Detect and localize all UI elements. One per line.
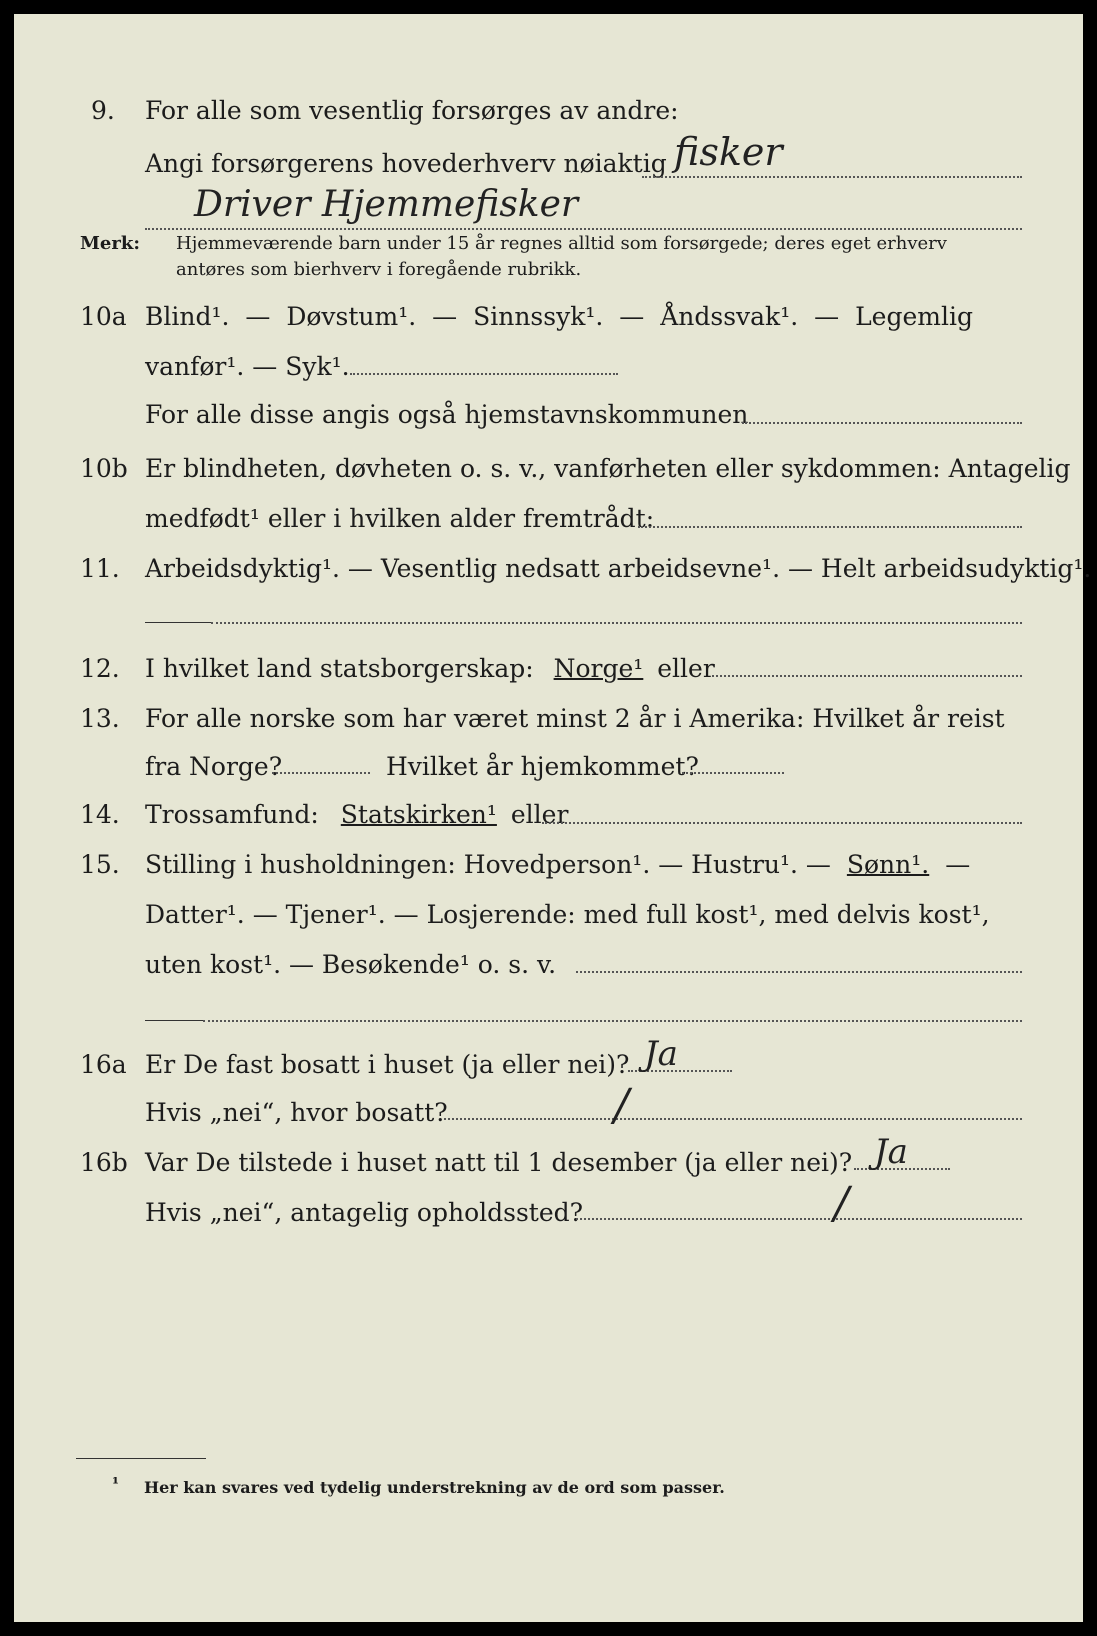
- q16a-answer2-line: [444, 1118, 1022, 1120]
- merk-line2: antøres som bierhverv i foregående rubrikk.: [176, 259, 582, 280]
- q15-answer-line: [576, 971, 1022, 973]
- q13-number: 13.: [80, 704, 120, 733]
- q12-answer-line: [712, 675, 1022, 677]
- q9-answer2-handwriting: Driver Hjemmefisker: [194, 184, 579, 225]
- q14-prefix: Trossamfund:: [145, 800, 319, 829]
- q11-answer-underline: [145, 622, 211, 623]
- q10b-line2: medfødt¹ eller i hvilken alder fremtrådt:: [145, 504, 655, 533]
- footnote-separator: [76, 1458, 206, 1459]
- q15-line2: Datter¹. — Tjener¹. — Losjerende: med full kost¹, med delvis kost¹,: [145, 900, 990, 929]
- q10a-number: 10a: [80, 302, 127, 331]
- q13-hjemkommet-line: [682, 772, 784, 774]
- q9-line2: Angi forsørgerens hovederhverv nøiaktig: [145, 149, 667, 178]
- q13-reist-line: [272, 772, 370, 774]
- q12-prefix: I hvilket land statsborgerskap:: [145, 654, 534, 683]
- q13-line2a: fra Norge?: [145, 752, 283, 781]
- q15-line1: [145, 850, 970, 880]
- q15-line1b: —: [945, 850, 971, 879]
- q11-answer-line: [211, 622, 1022, 624]
- footnote-text: Her kan svares ved tydelig understrekning av de ord som passer.: [144, 1478, 725, 1497]
- q13-line1: For alle norske som har været minst 2 år i Amerika: Hvilket år reist: [145, 704, 1005, 733]
- q16a-line2: Hvis „nei“, hvor bosatt?: [145, 1098, 448, 1127]
- q14-line: [145, 800, 568, 830]
- q9-number: 9.: [91, 96, 115, 125]
- census-form-page: [14, 14, 1092, 1622]
- q9-answer1-handwriting: fisker: [674, 130, 783, 174]
- merk-line1: Hjemmeværende barn under 15 år regnes alltid som forsørgede; deres eget erhverv: [176, 233, 947, 254]
- q15-line1a: Stilling i husholdningen: Hovedperson¹. — Hustru¹. —: [145, 850, 831, 879]
- q16a-line1: Er De fast bosatt i huset (ja eller nei)?: [145, 1050, 630, 1079]
- q12-suffix: eller: [657, 654, 715, 683]
- q16a-number: 16a: [80, 1050, 127, 1079]
- q15-answer-underline: [145, 1020, 203, 1021]
- q9-answer2-line: [145, 228, 1022, 230]
- q15-line3: uten kost¹. — Besøkende¹ o. s. v.: [145, 950, 557, 979]
- q14-answer-line: [542, 822, 1022, 824]
- q13-line2b: Hvilket år hjemkommet?: [386, 752, 699, 781]
- q10a-line3: For alle disse angis også hjemstavnskommunen: [145, 400, 749, 429]
- q15-answer-line2: [203, 1020, 1022, 1022]
- q10a-line1: Blind¹. — Døvstum¹. — Sinnssyk¹. — Åndssvak¹. — Legemlig: [145, 302, 973, 331]
- q12-number: 12.: [80, 654, 120, 683]
- q14-suffix: eller: [510, 800, 569, 829]
- q11-line1: Arbeidsdyktig¹. — Vesentlig nedsatt arbeidsevne¹. — Helt arbeidsudyktig¹.: [145, 554, 1092, 583]
- q9-line1: For alle som vesentlig forsørges av andre:: [145, 96, 679, 125]
- q10a-line2: vanfør¹. — Syk¹.: [145, 352, 350, 381]
- q10a-syk-line: [350, 373, 618, 375]
- q14-statskirken: Statskirken¹: [340, 800, 497, 829]
- q10b-number: 10b: [80, 454, 128, 483]
- merk-label: Merk:: [80, 233, 140, 254]
- q12-line: [145, 654, 715, 684]
- q11-number: 11.: [80, 554, 120, 583]
- q16a-answer2-handwriting: /: [614, 1080, 629, 1131]
- q10b-alder-line: [638, 526, 1022, 528]
- q16b-line1: Var De tilstede i huset natt til 1 desember (ja eller nei)?: [145, 1148, 853, 1177]
- q14-number: 14.: [80, 800, 120, 829]
- q10a-hjemstavn-line: [742, 422, 1022, 424]
- q16b-line2: Hvis „nei“, antagelig opholdssted?: [145, 1198, 584, 1227]
- q15-sonn: Sønn¹.: [846, 850, 930, 879]
- q10b-line1: Er blindheten, døvheten o. s. v., vanførheten eller sykdommen: Antagelig: [145, 454, 1071, 483]
- q16b-answer2-handwriting: /: [834, 1178, 849, 1229]
- footnote-mark: ¹: [112, 1474, 120, 1493]
- q16b-number: 16b: [80, 1148, 128, 1177]
- q9-answer1-line: [642, 176, 1022, 178]
- q16b-answer1-handwriting: Ja: [874, 1132, 908, 1172]
- q15-number: 15.: [80, 850, 120, 879]
- q16b-answer2-line: [576, 1218, 1022, 1220]
- q16a-answer1-handwriting: Ja: [644, 1034, 678, 1074]
- q12-norge: Norge¹: [553, 654, 644, 683]
